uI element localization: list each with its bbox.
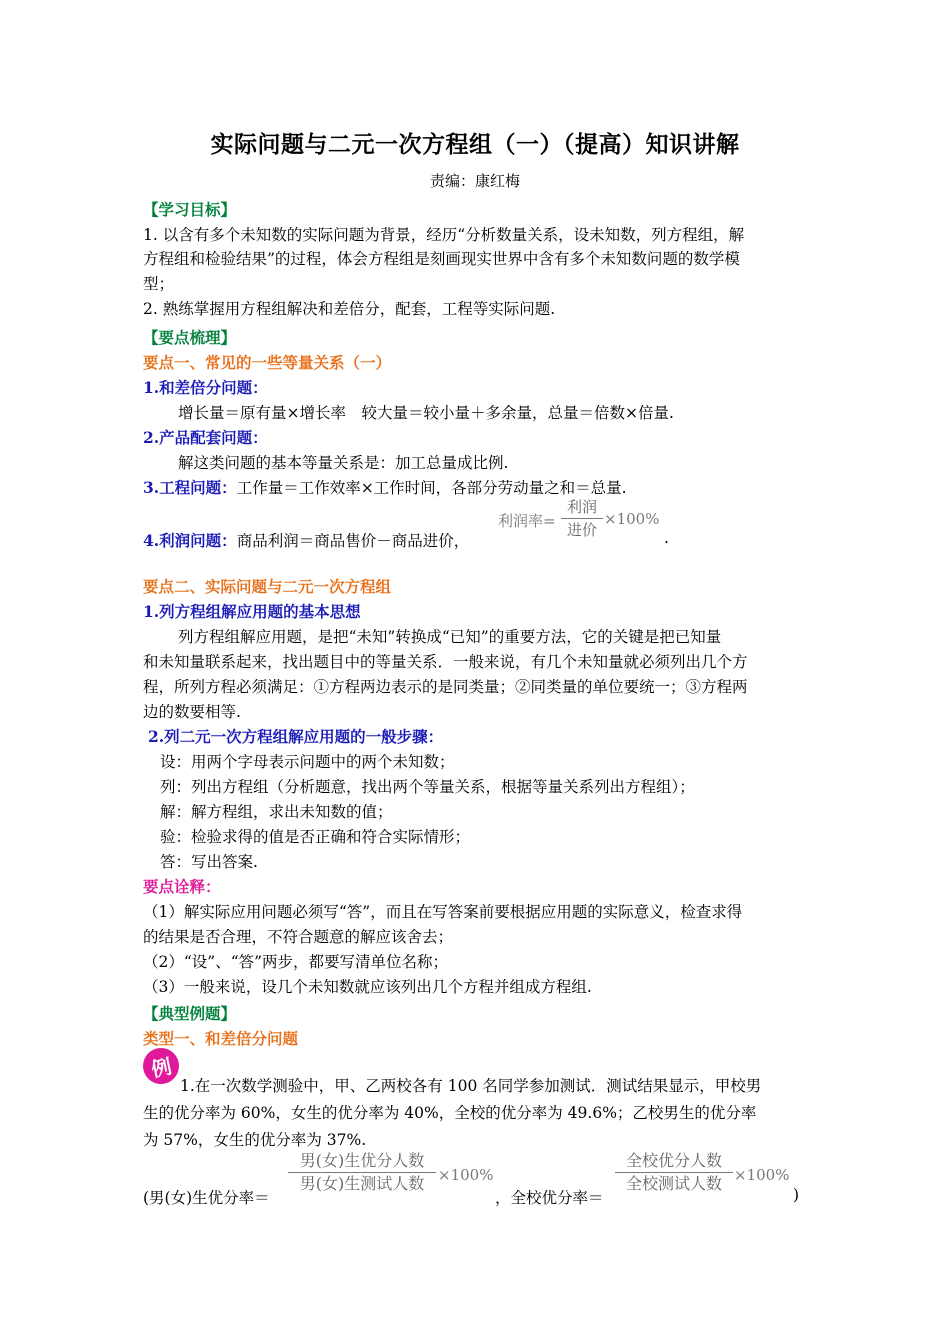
basic-idea-line-4: 边的数要相等. (143, 703, 241, 721)
profit-formula-right: ×100% (604, 510, 660, 528)
note-2: （2）“设”、“答”两步，都要写清单位名称； (143, 953, 449, 971)
topic-sum-difference: 1.和差倍分问题： (143, 378, 268, 397)
school-ratio-numerator: 全校优分人数 (625, 1151, 722, 1170)
topic-profit-body: 商品利润＝商品售价－商品进价， (236, 532, 470, 550)
example-1-line-1: 1.在一次数学测验中，甲、乙两校各有 100 名同学参加测试．测试结果显示，甲校男 (180, 1077, 762, 1095)
topic-product-matching-body: 解这类问题的基本等量关系是：加工总量成比例. (178, 454, 509, 472)
topic-profit: 4.利润问题： (143, 531, 237, 550)
topic-basic-idea: 1.列方程组解应用题的基本思想 (143, 602, 361, 621)
topic-profit-row (143, 529, 469, 551)
example-1-line-3: 为 57%，女生的优分率为 37%. (143, 1131, 367, 1149)
example-badge-icon: 例 (140, 1045, 183, 1088)
school-ratio-percent: ×100% (734, 1166, 790, 1184)
gender-ratio-numerator: 男(女)生优分人数 (299, 1151, 425, 1170)
ratio-formula-middle: ，全校优分率＝ (495, 1189, 604, 1207)
step-list: 列：列出方程组（分析题意，找出两个等量关系，根据等量关系列出方程组）； (160, 778, 695, 796)
topic-product-matching: 2.产品配套问题： (143, 428, 268, 447)
note-1-line-1: （1）解实际应用问题必须写“答”，而且在写答案前要根据应用题的实际意义，检查求得 (143, 903, 743, 921)
step-set: 设：用两个字母表示问题中的两个未知数； (160, 753, 455, 771)
goal-1-line-3: 型； (143, 275, 175, 293)
profit-formula-fraction (561, 496, 603, 541)
topic-engineering-row (143, 476, 627, 498)
gender-ratio-percent: ×100% (438, 1166, 494, 1184)
school-ratio-denominator: 全校测试人数 (625, 1174, 722, 1193)
basic-idea-line-2: 和未知量联系起来，找出题目中的等量关系．一般来说，有几个未知量就必须列出几个方 (143, 653, 748, 671)
profit-formula-denominator: 进价 (566, 521, 597, 539)
notes-heading: 要点诠释： (143, 877, 221, 896)
topic-engineering: 3.工程问题： (143, 478, 237, 497)
section-header-goals: 【学习目标】 (143, 200, 237, 219)
profit-formula-left: 利润率= (498, 512, 556, 530)
goal-1-line-2: 方程组和检验结果”的过程，体会方程组是刻画现实世界中含有多个未知数问题的数学模 (143, 250, 740, 268)
goal-2: 2. 熟练掌握用方程组解决和差倍分，配套，工程等实际问题. (143, 300, 556, 318)
topic-engineering-body: 工作量＝工作效率×工作时间，各部分劳动量之和＝总量. (236, 479, 627, 497)
school-ratio-fraction (615, 1150, 733, 1195)
ratio-formula-prefix: (男(女)生优分率＝ (143, 1189, 270, 1207)
ratio-formula-end: ) (793, 1186, 800, 1204)
step-answer: 答：写出答案. (160, 853, 258, 871)
section-header-summary: 【要点梳理】 (143, 328, 237, 347)
example-1-line-2: 生的优分率为 60%，女生的优分率为 40%，全校的优分率为 49.6%；乙校男生的优分率 (143, 1104, 757, 1122)
profit-formula-numerator: 利润 (566, 498, 597, 516)
point-2-heading: 要点二、实际问题与二元一次方程组 (143, 577, 392, 596)
note-1-line-2: 的结果是否合理，不符合题意的解应该舍去； (143, 928, 454, 946)
document-title: 实际问题与二元一次方程组（一）（提高）知识讲解 (210, 131, 740, 158)
step-check: 验：检验求得的值是否正确和符合实际情形； (160, 828, 471, 846)
topic-general-steps: 2.列二元一次方程组解应用题的一般步骤： (148, 727, 444, 746)
goal-1-line-1: 1. 以含有多个未知数的实际问题为背景，经历“分析数量关系，设未知数，列方程组，解 (143, 226, 745, 244)
type-1-heading: 类型一、和差倍分问题 (143, 1029, 299, 1048)
section-header-examples: 【典型例题】 (143, 1004, 237, 1023)
note-3: （3）一般来说，设几个未知数就应该列出几个方程并组成方程组. (143, 978, 592, 996)
gender-ratio-denominator: 男(女)生测试人数 (299, 1174, 425, 1193)
step-solve: 解：解方程组，求出未知数的值； (160, 803, 393, 821)
basic-idea-line-3: 程，所列方程必须满足：①方程两边表示的是同类量；②同类量的单位要统一；③方程两 (143, 678, 748, 696)
topic-sum-difference-body: 增长量＝原有量×增长率 较大量＝较小量＋多余量，总量＝倍数×倍量. (178, 404, 674, 422)
basic-idea-line-1: 列方程组解应用题，是把“未知”转换成“已知”的重要方法，它的关键是把已知量 (178, 628, 722, 646)
editor-line: 责编：康红梅 (429, 172, 520, 190)
gender-ratio-fraction (288, 1150, 436, 1195)
point-1-heading: 要点一、常见的一些等量关系（一） (143, 353, 392, 372)
profit-row-end: . (664, 529, 669, 547)
